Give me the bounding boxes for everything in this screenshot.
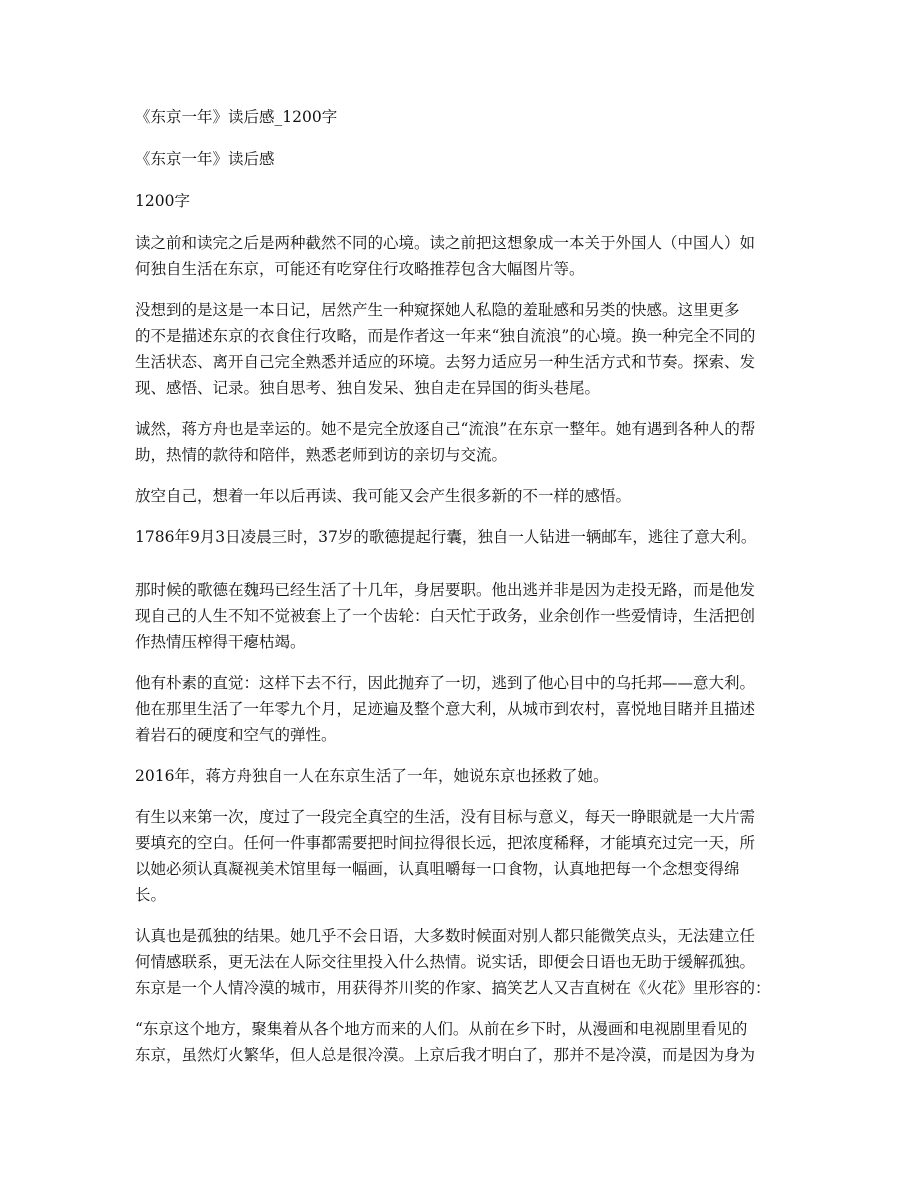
paragraph-line: 何独自生活在东京，可能还有吃穿住行攻略推荐包含大幅图片等。 bbox=[135, 260, 585, 278]
paragraph bbox=[135, 483, 795, 509]
paragraph-line: 何情感联系，更无法在人际交往里投入什么热情。说实话，即便会日语也无助于缓解孤独。 bbox=[135, 953, 756, 971]
paragraph-line: 没想到的是这是一本日记，居然产生一种窥探她人私隐的羞耻感和另类的快感。这里更多 bbox=[135, 301, 740, 319]
document-title: 《东京一年》读后感_1200字 bbox=[135, 108, 338, 126]
paragraph-line: 长。 bbox=[135, 886, 167, 904]
paragraph bbox=[135, 524, 795, 550]
paragraph-line: 以她必须认真凝视美术馆里每一幅画，认真咀嚼每一口食物，认真地把每一个念想变得绵 bbox=[135, 860, 740, 878]
paragraph-line: 2016年，蒋方舟独自一人在东京生活了一年，她说东京也拯救了她。 bbox=[135, 767, 609, 785]
paragraph-line: 那时候的歌德在魏玛已经生活了十几年，身居要职。他出逃并非是因为走投无路，而是他发 bbox=[135, 581, 756, 599]
paragraph bbox=[135, 297, 795, 401]
paragraph-line: 东京是一个人情冷漠的城市，用获得芥川奖的作家、搞笑艺人又吉直树在《火花》里形容的： bbox=[135, 979, 771, 997]
paragraph-line: 他有朴素的直觉：这样下去不行，因此抛弃了一切，逃到了他心目中的乌托邦——意大利。 bbox=[135, 674, 756, 692]
paragraph-line: 有生以来第一次，度过了一段完全真空的生活，没有目标与意义，每天一睁眼就是一大片需 bbox=[135, 808, 756, 826]
paragraph bbox=[135, 670, 795, 748]
paragraph bbox=[135, 763, 795, 789]
paragraph-line: 着岩石的硬度和空气的弹性。 bbox=[135, 726, 337, 744]
paragraph-line: 要填充的空白。任何一件事都需要把时间拉得很长远，把浓度稀释，才能填充过完一天，所 bbox=[135, 834, 756, 852]
document-page bbox=[135, 104, 795, 1083]
paragraph-line: 的不是描述东京的衣食住行攻略，而是作者这一年来“独自流浪”的心境。换一种完全不同的 bbox=[135, 327, 756, 345]
paragraph-line: 生活状态、离开自己完全熟悉并适应的环境。去努力适应另一种生活方式和节奏。探索、发 bbox=[135, 353, 756, 371]
paragraph bbox=[135, 923, 795, 1001]
paragraph bbox=[135, 1016, 795, 1068]
paragraph-line: 读之前和读完之后是两种截然不同的心境。读之前把这想象成一本关于外国人（中国人）如 bbox=[135, 234, 756, 252]
paragraph bbox=[135, 804, 795, 908]
paragraph-line: 放空自己，想着一年以后再读、我可能又会产生很多新的不一样的感悟。 bbox=[135, 487, 632, 505]
paragraph-line: 东京，虽然灯火繁华，但人总是很冷漠。上京后我才明白了，那并不是冷漠，而是因为身为 bbox=[135, 1046, 756, 1064]
paragraph-line: 现、感悟、记录。独自思考、独自发呆、独自走在异国的街头巷尾。 bbox=[135, 379, 601, 397]
paragraph bbox=[135, 230, 795, 282]
paragraph-line: 他在那里生活了一年零九个月，足迹遍及整个意大利，从城市到农村，喜悦地目睹并且描述 bbox=[135, 700, 756, 718]
paragraph-line: 1786年9月3日凌晨三时，37岁的歌德提起行囊，独自一人钻进一辆邮车，逃往了意大利。 bbox=[135, 528, 757, 546]
paragraph-line: 作热情压榨得干瘪枯竭。 bbox=[135, 633, 306, 651]
paragraph-line: 助，热情的款待和陪伴，熟悉老师到访的亲切与交流。 bbox=[135, 446, 508, 464]
paragraph-line: 现自己的人生不知不觉被套上了一个齿轮：白天忙于政务，业余创作一些爱情诗，生活把创 bbox=[135, 607, 756, 625]
paragraph-line: “东京这个地方，聚集着从各个地方而来的人们。从前在乡下时，从漫画和电视剧里看见的 bbox=[135, 1020, 748, 1038]
paragraph bbox=[135, 416, 795, 468]
paragraph-line: 诚然，蒋方舟也是幸运的。她不是完全放逐自己“流浪”在东京一整年。她有遇到各种人的帮 bbox=[135, 420, 756, 438]
paragraph bbox=[135, 577, 795, 655]
paragraph-line: 认真也是孤独的结果。她几乎不会日语，大多数时候面对别人都只能微笑点头，无法建立任 bbox=[135, 927, 756, 945]
document-subtitle: 《东京一年》读后感 bbox=[135, 150, 275, 168]
word-count: 1200字 bbox=[135, 192, 190, 210]
